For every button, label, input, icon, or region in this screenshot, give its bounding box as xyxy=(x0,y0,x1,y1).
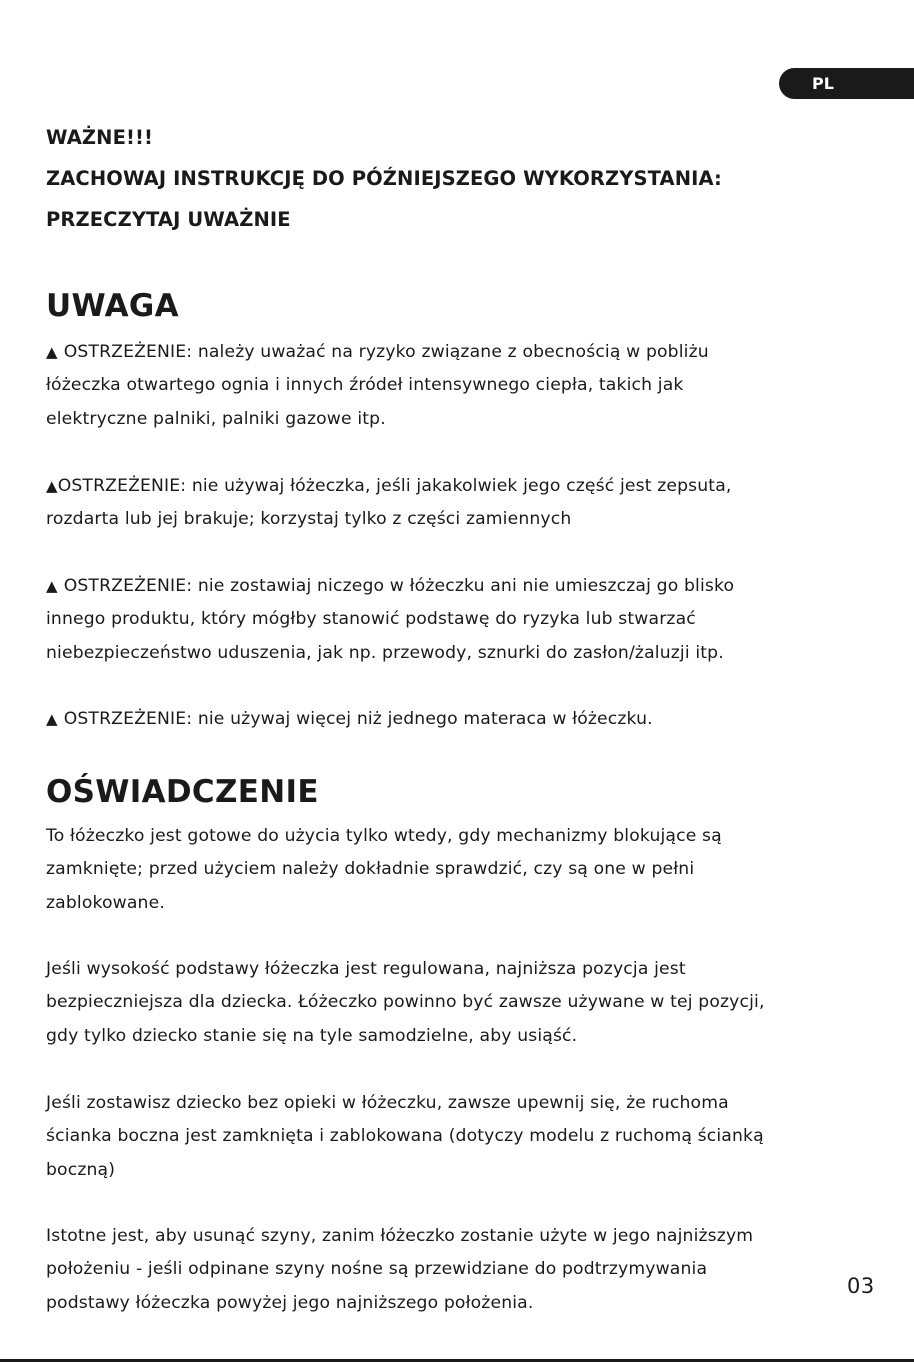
important-notice xyxy=(46,117,876,240)
statement-paragraph-1: To łóżeczko jest gotowe do użycia tylko wtedy, gdy mechanizmy blokujące są zamknięte; przed użyciem należy dokładnie sprawdzić, czy są one w pełni zablokowane. xyxy=(46,826,722,913)
warning-triangle-icon: ▲ xyxy=(46,343,58,361)
statement-paragraph-3: Jeśli zostawisz dziecko bez opieki w łóżeczku, zawsze upewnij się, że ruchoma ścianka boczna jest zamknięta i zablokowana (dotyczy modelu z ruchomą ścianką boczną) xyxy=(46,1093,764,1180)
warning-2: ▲OSTRZEŻENIE: nie używaj łóżeczka, jeśli jakakolwiek jego część jest zepsuta, rozdarta lub jej brakuje; korzystaj tylko z części zamiennych xyxy=(46,476,732,530)
warning-1: ▲ OSTRZEŻENIE: należy uważać na ryzyko związane z obecnością w pobliżu łóżeczka otwartego ognia i innych źródeł intensywnego ciepła, takich jak elektryczne palniki, palniki gazowe itp. xyxy=(46,342,709,429)
important-line-1: WAŻNE!!! xyxy=(46,126,153,149)
statement-paragraph-4: Istotne jest, aby usunąć szyny, zanim łóżeczko zostanie użyte w jego najniższym położeniu - jeśli odpinane szyny nośne są przewidziane do podtrzymywania podstawy łóżeczka powyżej jego najniższego położenia. xyxy=(46,1226,754,1313)
important-line-2: ZACHOWAJ INSTRUKCJĘ DO PÓŹNIEJSZEGO WYKORZYSTANIA: xyxy=(46,167,722,190)
statement-paragraph-2: Jeśli wysokość podstawy łóżeczka jest regulowana, najniższa pozycja jest bezpieczniejsza dla dziecka. Łóżeczko powinno być zawsze używane w tej pozycji, gdy tylko dziecko stanie się na tyle samodzielne, aby usiąść. xyxy=(46,959,765,1046)
section-heading-oswiadczenie: OŚWIADCZENIE xyxy=(46,774,319,810)
warning-3: ▲ OSTRZEŻENIE: nie zostawiaj niczego w łóżeczku ani nie umieszczaj go blisko innego produktu, który mógłby stanowić podstawę do ryzyka lub stwarzać niebezpieczeństwo uduszenia, jak np. przewody, sznurki do zasłon/żaluzji itp. xyxy=(46,576,735,663)
warning-triangle-icon: ▲ xyxy=(46,710,58,728)
section-heading-uwaga: UWAGA xyxy=(46,288,179,324)
important-line-3: PRZECZYTAJ UWAŻNIE xyxy=(46,208,291,231)
warning-triangle-icon: ▲ xyxy=(46,477,58,495)
language-tab: PL xyxy=(779,68,914,99)
page-number: 03 xyxy=(847,1274,875,1298)
warning-4: ▲ OSTRZEŻENIE: nie używaj więcej niż jednego materaca w łóżeczku. xyxy=(46,709,653,729)
warning-triangle-icon: ▲ xyxy=(46,577,58,595)
